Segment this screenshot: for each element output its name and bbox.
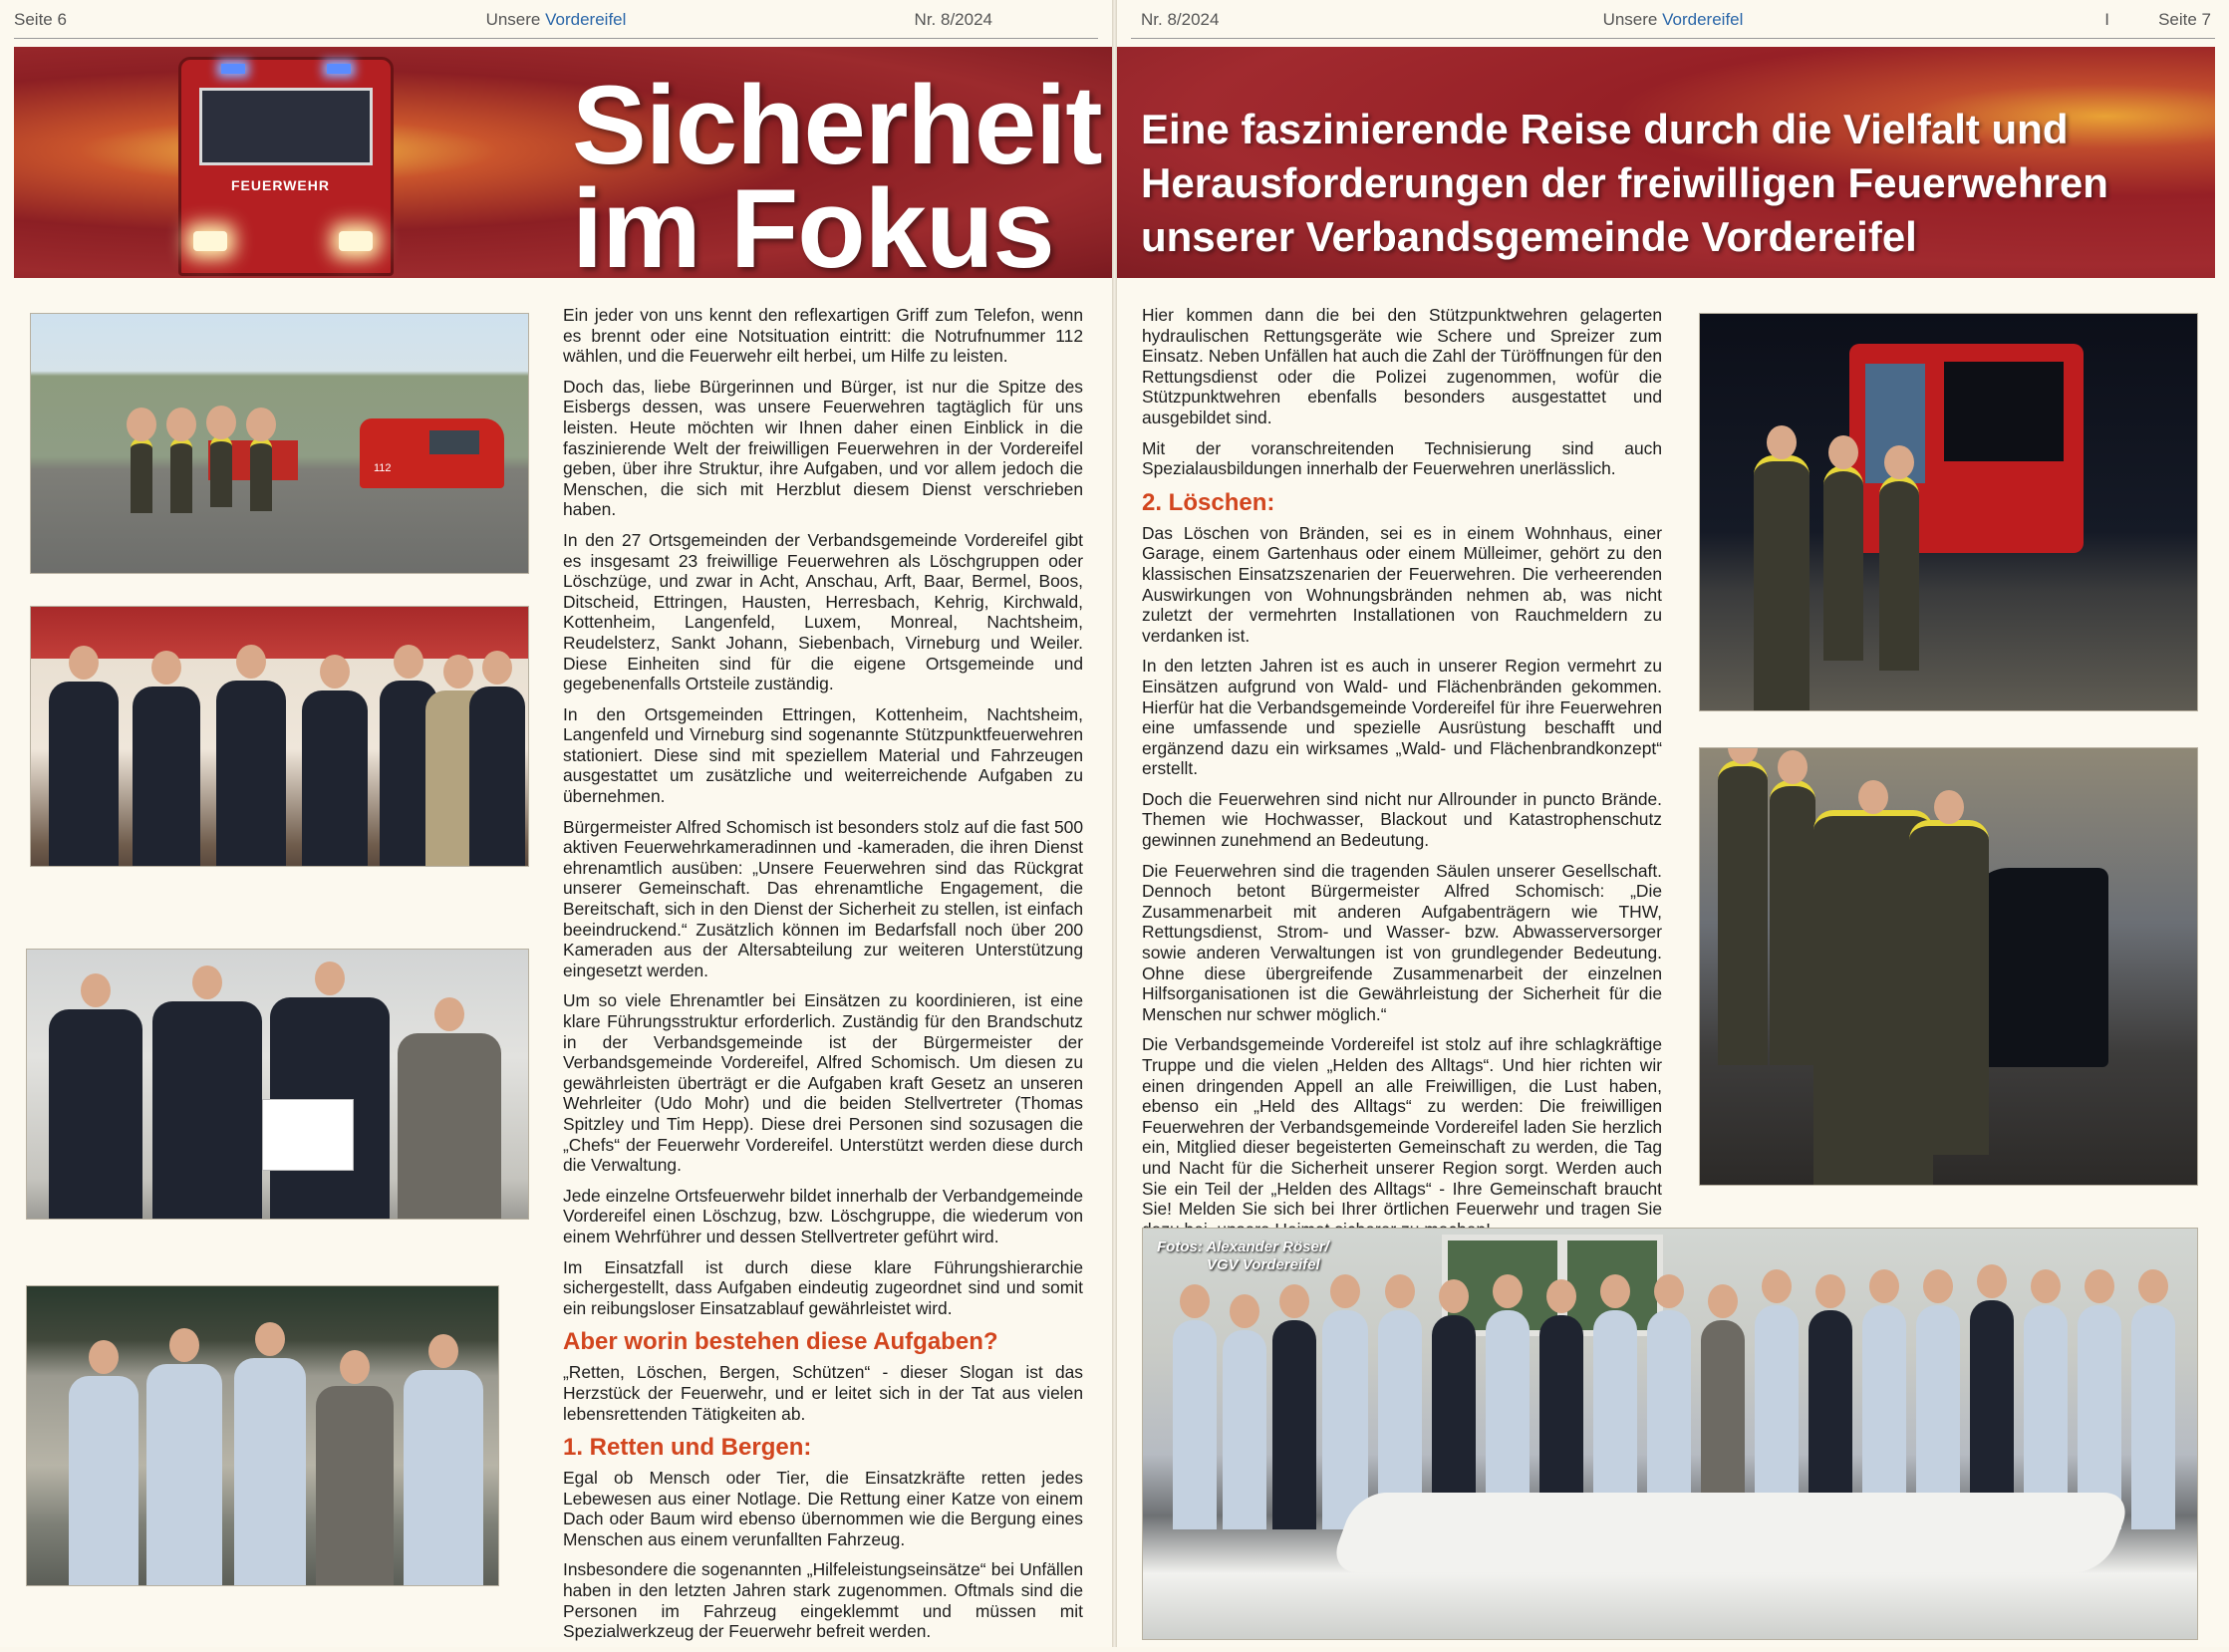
left-page [0, 0, 1112, 1647]
paragraph: Doch die Feuerwehren sind nicht nur Allrounder in puncto Brände. Themen wie Hochwasser, Blackout und Katastrophenschutz gewinnen zunehmend an Bedeutung. [1142, 788, 1662, 851]
issue-number: Nr. 8/2024 [1141, 10, 1220, 29]
subtitle-banner [1117, 47, 2215, 278]
van-number: 112 [374, 462, 392, 474]
photo-credit [1157, 1239, 1329, 1274]
photo-outdoor-group [26, 1285, 499, 1586]
paragraph: Hier kommen dann die bei den Stützpunktwehren gelagerten hydraulischen Rettungsgeräte wie Schere und Spreizer zum Einsatz. Neben Unfällen hat auch die Zahl der Türöffnungen für den Rettungsdienst oder die Polizei zugenommen, wofür die Stützpunktwehren ebenfalls besonders ausgestattet und ausgebildet sind. [1142, 305, 1662, 427]
title-banner [14, 47, 1112, 278]
page-number: Seite 7 [2158, 10, 2211, 29]
photo-firefighters-drill [30, 313, 529, 574]
section-heading-rescue: 1. Retten und Bergen: [563, 1434, 812, 1462]
masthead-prefix: Unsere [1602, 10, 1658, 29]
page-number: Seite 6 [14, 10, 67, 29]
issue-number: Nr. 8/2024 [914, 10, 992, 29]
paragraph: Egal ob Mensch oder Tier, die Einsatzkräfte retten jedes Lebewesen aus einer Notlage. Die Rettung einer Katze von einem Dach oder Baum wird ebenso übernommen wie die Bergung eines Menschen aus einem verunfallten Fahrzeug. [563, 1468, 1083, 1549]
masthead [1117, 10, 2229, 30]
header-rule [1131, 38, 2215, 39]
paragraph: In den letzten Jahren ist es auch in unserer Region vermehrt zu Einsätzen aufgrund von Wald- und Flächenbränden gekommen. Hierfür hat die Verbandsgemeinde Vordereifel für ihre Feuerwehren eine umfassende und spezielle Ausrüstung beschafft und ergänzend dazu ein wirksames „Wald- und Flächenbrandkonzept“ erstellt. [1142, 656, 1662, 779]
page-subheadline: Eine faszinierende Reise durch die Vielfalt und Herausforderungen der freiwilligen Feuerwehren unserer Verbandsgemeinde Vordereifel [1141, 106, 2108, 260]
photo-large-group-meeting [1142, 1228, 2198, 1640]
paragraph: Jede einzelne Ortsfeuerwehr bildet innerhalb der Verbandgemeinde Vordereifel einen Löschzug, bzw. Löschgruppe, die wiederum von einem Wehrführer und dessen Stellvertreter geführt wird. [563, 1185, 1083, 1246]
paragraph: „Retten, Löschen, Bergen, Schützen“ - dieser Slogan ist das Herzstück der Feuerwehr, und er leitet sich in der Tat aus vielen lebensrettenden Tätigkeiten ab. [563, 1362, 1083, 1424]
photo-night-fire-truck [1699, 313, 2198, 711]
photo-certificate-handover [26, 949, 529, 1220]
paragraph: In den 27 Ortsgemeinden der Verbandsgemeinde Vordereifel gibt es insgesamt 23 freiwillige Feuerwehren als Löschgruppen oder Löschzüge, und zwar in Acht, Anschau, Arft, Baar, Bermel, Boos, Ditscheid, Ettringen, Hausten, Herresbach, Kehrig, Kirchwald, Kottenheim, Langenfeld, Luxem, Monreal, Nachtsheim, Reudelsterz, Sankt Johann, Siebenbach, Virneburg und Weiler. Diese Einheiten sind für die eigene Ortsgemeinde und gegebenenfalls Ortsteile zuständig. [563, 529, 1083, 694]
paragraph: In den Ortsgemeinden Ettringen, Kottenheim, Nachtsheim, Langenfeld und Virneburg sind sogenannte Stützpunktfeuerwehren stationiert. Diese sind mit speziellem Material und Fahrzeugen ausgestattet um zusätzliche und weiterreichende Aufgaben zu übernehmen. [563, 703, 1083, 807]
paragraph: Im Einsatzfall ist durch diese klare Führungshierarchie sichergestellt, dass Aufgaben eindeutig zugeordnet sind und somit ein reibungsloser Einsatzablauf gewährleistet wird. [563, 1256, 1083, 1318]
photo-credit-line-1: Fotos: Alexander Röser/ [1157, 1239, 1329, 1255]
paragraph: Bürgermeister Alfred Schomisch ist besonders stolz auf die fast 500 aktiven Feuerwehrkameradinnen und -kameraden, die ihren Dienst ehrenamtlich ausüben: „Unsere Feuerwehren sind das Rückgrat unserer Gemeinschaft. Das ehrenamtliche Engagement, die Bereitschaft, sich in den Dienst der Sicherheit zu stellen, ist einfach beeindruckend.“ Zusätzlich können im Bedarfsfall noch über 200 Kameraden aus der Altersabteilung zur weiteren Unterstützung eingesetzt werden. [563, 816, 1083, 980]
right-page [1117, 0, 2229, 1647]
masthead-brand: Vordereifel [545, 10, 627, 29]
truck-label: FEUERWEHR [231, 177, 330, 193]
paragraph: Ein jeder von uns kennt den reflexartigen Griff zum Telefon, wenn es brennt oder eine Notsituation eintritt: die Notrufnummer 112 wählen, und die Feuerwehr eilt herbei, um Hilfe zu leisten. [563, 305, 1083, 367]
header-rule [14, 38, 1098, 39]
paragraph: Die Verbandsgemeinde Vordereifel ist stolz auf ihre schlagkräftige Truppe und die vielen „Helden des Alltags“. Und hier richten wir einen dringenden Appell an alle Freiwilligen, die Lust haben, ebenso ein „Held des Alltags“ zu werden: Die freiwilligen Feuerwehren der Verbandsgemeinde Vordereifel laden Sie herzlich ein, Mitglied dieser begeisterten Gemeinschaft zu werden, die Tag und Nacht für die Sicherheit unserer Region sorgt. Werden auch Sie ein Teil der „Helden des Alltags“ - Ihre Gemeinschaft braucht Sie! Melden Sie sich bei Ihrer örtlichen Feuerwehr und tragen Sie [1142, 1034, 1662, 1220]
photo-group-award [30, 606, 529, 867]
edge-mark: I [2104, 10, 2109, 29]
masthead-brand: Vordereifel [1662, 10, 1744, 29]
paragraph: Das Löschen von Bränden, sei es in einem Wohnhaus, einer Garage, einem Gartenhaus oder einem Mülleimer, gehört zu den klassischen Einsatzszenarien der Feuerwehren. Die verheerenden Auswirkungen von Wohnungsbränden nehmen ab, was nicht zuletzt der vermehrten Installationen von Rauchmeldern zu verdanken ist. [1142, 522, 1662, 646]
paragraph: Doch das, liebe Bürgerinnen und Bürger, ist nur die Spitze des Eisbergs dessen, was unsere Feuerwehren tagtäglich für uns leisten. Heute möchten wir Ihnen daher einen Einblick in die faszinierende Welt der freiwilligen Feuerwehren in der Vordereifel geben, über ihre Struktur, ihre Aufgaben, und vor allem jedoch die Menschen, die sich mit Herzblut diesem Dienst verschrieben haben. [563, 376, 1083, 520]
page-headline [572, 63, 1102, 278]
section-heading-tasks: Aber worin bestehen diese Aufgaben? [563, 1328, 998, 1356]
paragraph: Mit der voranschreitenden Technisierung sind auch Spezialausbildungen innerhalb der Feuerwehren unerlässlich. [1142, 437, 1662, 479]
paragraph: Die Feuerwehren sind die tragenden Säulen unserer Gesellschaft. Dennoch betont Bürgermeister Alfred Schomisch: „Die Zusammenarbeit mit anderen Aufgabenträgern wie THW, Rettungsdienst, Strom- und Wasser- bzw. Abwasserversorger sowie anderen Verwaltungen ist von grundlegender Bedeutung. Ohne diese übergreifende Zusammenarbeit der einzelnen Hilfsorganisationen ist die Gewährleistung der Sicherheit für die Menschen nur schwer möglich.“ [1142, 860, 1662, 1024]
left-article-column [563, 305, 1083, 1652]
masthead-prefix: Unsere [485, 10, 541, 29]
photo-vehicle-rescue-drill [1699, 747, 2198, 1186]
section-heading-extinguish: 2. Löschen: [1142, 488, 1275, 516]
headline-line-2: im Fokus [572, 166, 1054, 278]
right-article-column [1142, 305, 1662, 1249]
paragraph: Um so viele Ehrenamtler bei Einsätzen zu koordinieren, ist eine klare Führungsstruktur erforderlich. Zuständig für den Brandschutz in der Verbandsgemeinde ist der Bürgermeister der Verbandsgemeinde Vordereifel, Alfred Schomisch. Um diesen zu gewährleisten überträgt er die Aufgaben kraft Gesetz an unseren Wehrleiter (Udo Mohr) und die beiden Stellvertreter (Thomas Spitzley und Tim Hepp). Diese drei Personen sind sozusagen die „Chefs“ der Feuerwehr Vordereifel. Unterstützt werden diese durch die Verwaltung. [563, 990, 1083, 1176]
fire-truck-image [178, 57, 394, 276]
paragraph: Insbesondere die sogenannten „Hilfeleistungseinsätze“ bei Unfällen haben in den letzten Jahren stark zugenommen. Oftmals sind die Personen im Fahrzeug eingeklemmt und müssen mit Spezialwerkzeug der Feuerwehr befreit werden. [563, 1559, 1083, 1642]
headline-line-1: Sicherheit [572, 63, 1102, 187]
photo-credit-line-2: VGV Vordereifel [1207, 1256, 1320, 1273]
